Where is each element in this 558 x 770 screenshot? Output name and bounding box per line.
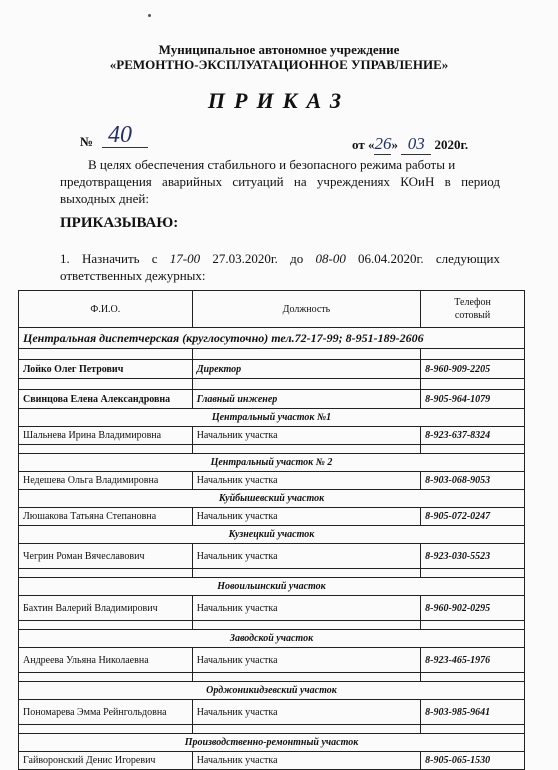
person-phone: 8-960-909-2205: [421, 360, 525, 379]
person-position: Начальник участка: [192, 700, 420, 725]
person-phone: 8-960-902-0295: [421, 596, 525, 621]
table-row: [19, 700, 525, 725]
spacer-row: [19, 445, 525, 454]
person-name: Чегрин Роман Вячеславович: [19, 544, 193, 569]
central-dispatch-text: Центральная диспетчерская (круглосуточно) тел.72-17-99; 8-951-189-2606: [19, 328, 525, 349]
intro-paragraph: [60, 156, 500, 207]
table-header-row: [19, 291, 525, 328]
spacer-row: [19, 379, 525, 390]
section-title-row: [19, 578, 525, 596]
section-title: Кузнецкий участок: [19, 526, 525, 544]
section-title: Куйбышевский участок: [19, 490, 525, 508]
person-phone: 8-923-637-8324: [421, 427, 525, 445]
organization-type: Муниципальное автономное учреждение: [158, 42, 400, 57]
person-phone: 8-903-068-9053: [421, 472, 525, 490]
person-name: Свинцова Елена Александровна: [19, 390, 193, 409]
person-position: Главный инженер: [192, 390, 420, 409]
person-name: Пономарева Эмма Рейнгольдовна: [19, 700, 193, 725]
date-prefix: от «: [352, 137, 375, 152]
table-row: [19, 360, 525, 379]
person-name: Гайворонский Денис Игоревич: [19, 752, 193, 770]
scan-speck: [148, 14, 151, 17]
central-dispatch-row: [19, 328, 525, 349]
person-name: Недешева Ольга Владимировна: [19, 472, 193, 490]
person-name: Шальнева Ирина Владимировна: [19, 427, 193, 445]
order-number-value: 40: [108, 122, 132, 148]
table-row: [19, 472, 525, 490]
section-title-row: [19, 682, 525, 700]
table-row: [19, 752, 525, 770]
intro-rest: предотвращения аварийных ситуаций на учреждениях КОиН в период выходных дней:: [60, 174, 500, 206]
person-position: Начальник участка: [192, 596, 420, 621]
spacer-row: [19, 725, 525, 734]
section-title: Новоильинский участок: [19, 578, 525, 596]
section-title-row: [19, 454, 525, 472]
person-position: Начальник участка: [192, 472, 420, 490]
section-title-row: [19, 409, 525, 427]
spacer-row: [19, 349, 525, 360]
spacer-row: [19, 569, 525, 578]
intro-line-1: В целях обеспечения стабильного и безопасного режима работы и: [88, 157, 456, 172]
item1-prefix: 1. Назначить с: [60, 251, 170, 266]
spacer-row: [19, 621, 525, 630]
date-day: 26: [374, 134, 392, 153]
order-date: [352, 134, 468, 155]
person-position: Начальник участка: [192, 752, 420, 770]
section-title: Центральный участок № 2: [19, 454, 525, 472]
order-number-underline: [102, 147, 148, 148]
phone-header-line1: Телефон: [454, 297, 491, 308]
person-phone: 8-903-985-9641: [421, 700, 525, 725]
person-name: Лойко Олег Петрович: [19, 360, 193, 379]
section-title-row: [19, 526, 525, 544]
section-title: Центральный участок №1: [19, 409, 525, 427]
item-1: [60, 250, 500, 284]
section-title: Орджоникидзевский участок: [19, 682, 525, 700]
duty-table: [18, 290, 525, 770]
spacer-row: [19, 673, 525, 682]
document-title: ПРИКАЗ: [207, 88, 351, 113]
date-month: 03: [407, 134, 425, 153]
table-row: [19, 427, 525, 445]
order-number-label: №: [80, 134, 94, 149]
person-name: Андреева Ульяна Николаевна: [19, 648, 193, 673]
person-name: Бахтин Валерий Владимирович: [19, 596, 193, 621]
table-row: [19, 596, 525, 621]
item1-date-from: 27.03.2020г. до: [200, 251, 316, 266]
table-row: [19, 390, 525, 409]
section-title: Производственно-ремонтный участок: [19, 734, 525, 752]
person-phone: 8-923-465-1976: [421, 648, 525, 673]
col-position-header: Должность: [192, 291, 420, 328]
table-row: [19, 648, 525, 673]
person-position: Начальник участка: [192, 648, 420, 673]
section-title-row: [19, 630, 525, 648]
item1-time-from: 17-00: [169, 251, 201, 266]
person-position: Директор: [192, 360, 420, 379]
date-mid: »: [391, 137, 398, 152]
person-name: Люшакова Татьяна Степановна: [19, 508, 193, 526]
col-phone-header: [421, 291, 525, 328]
phone-header-line2: сотовый: [454, 310, 491, 321]
table-row: [19, 544, 525, 569]
col-name-header: Ф.И.О.: [19, 291, 193, 328]
item1-suffix: 06.04.2020г. следующих ответственных дежурных:: [60, 251, 501, 283]
section-title-row: [19, 490, 525, 508]
item1-time-to: 08-00: [315, 251, 346, 266]
section-title-row: [19, 734, 525, 752]
date-year: 2020г.: [434, 137, 469, 152]
person-position: Начальник участка: [192, 508, 420, 526]
person-position: Начальник участка: [192, 544, 420, 569]
person-position: Начальник участка: [192, 427, 420, 445]
section-title: Заводской участок: [19, 630, 525, 648]
person-phone: 8-905-964-1079: [421, 390, 525, 409]
person-phone: 8-905-065-1530: [421, 752, 525, 770]
order-heading: ПРИКАЗЫВАЮ:: [60, 215, 179, 231]
person-phone: 8-905-072-0247: [421, 508, 525, 526]
table-row: [19, 508, 525, 526]
organization-name: «РЕМОНТНО-ЭКСПЛУАТАЦИОННОЕ УПРАВЛЕНИЕ»: [109, 57, 449, 72]
person-phone: 8-923-030-5523: [421, 544, 525, 569]
